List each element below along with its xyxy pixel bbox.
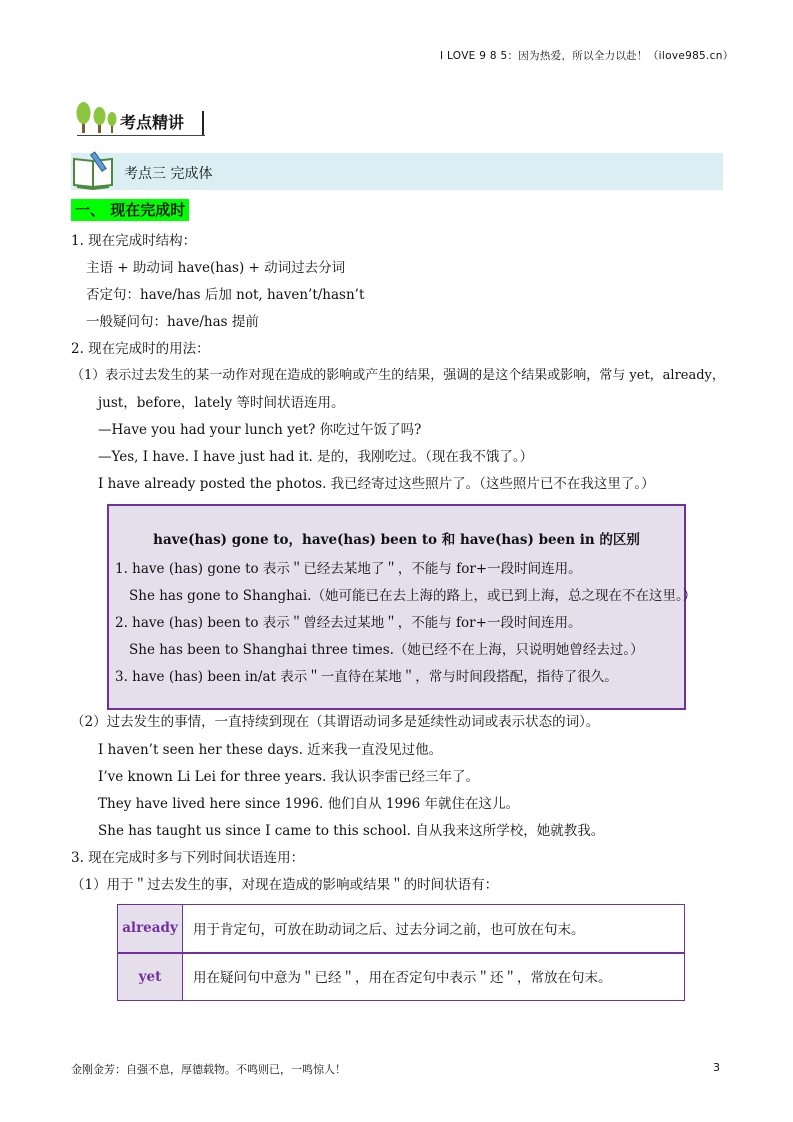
text-cursor [202, 111, 204, 135]
table-value: 用于肯定句，可放在助动词之后、过去分词之前，也可放在句末。 [193, 922, 585, 938]
comparison-title: have(has) gone to，have(has) been to 和 have(has) been in 的区别 [153, 532, 640, 548]
tree-icon [75, 101, 119, 135]
example-line: I have already posted the photos. 我已经寄过这些照片了。（这些照片已不在我这里了。） [98, 476, 655, 492]
comparison-row: 1. have (has) gone to 表示＂已经去某地了＂，不能与 for+一段时间连用。 [115, 561, 582, 577]
example-line: I’ve known Li Lei for three years. 我认识李雷已经三年了。 [98, 769, 480, 785]
example-line: I haven’t seen her these days. 近来我一直没见过他。 [98, 742, 443, 758]
section-title: 考点精讲 [120, 113, 185, 132]
time-adverbial-table [117, 904, 685, 1001]
structure-line: 主语 + 助动词 have(has) + 动词过去分词 [86, 260, 346, 276]
structure-line: 一般疑问句：have/has 提前 [86, 314, 259, 330]
footer-motto: 金刚金芳：自强不息，厚德载物。不鸣则已，一鸣惊人！ [71, 1063, 346, 1076]
header-site-text: I LOVE 9 8 5：因为热爱，所以全力以赴！（ilove985.cn） [440, 50, 734, 62]
part-heading: 一、 现在完成时 [71, 199, 189, 221]
table-key: yet [118, 954, 183, 1000]
topic-label: 考点三 完成体 [124, 166, 213, 182]
usage2-title: （2）过去发生的事情，一直持续到现在（其谓语动词多是延续性动词或表示状态的词）。 [71, 714, 600, 730]
comparison-row: She has gone to Shanghai.（她可能已在去上海的路上，或已到上海，总之现在不在这里。） [129, 588, 697, 604]
table-key: already [118, 905, 183, 952]
table-divider [118, 952, 684, 954]
comparison-row: 3. have (has) been in/at 表示＂一直待在某地＂，常与时间段搭配，指待了很久。 [115, 669, 618, 685]
page-number: 3 [713, 1061, 720, 1074]
time-title: 3. 现在完成时多与下列时间状语连用： [71, 850, 305, 866]
section-heading [75, 101, 225, 139]
comparison-box [107, 504, 697, 710]
usage-title: 2. 现在完成时的用法： [71, 341, 210, 357]
example-line: They have lived here since 1996. 他们自从 1996 年就住在这儿。 [98, 796, 520, 812]
example-line: —Yes, I have. I have just had it. 是的，我刚吃过。（现在我不饿了。） [98, 449, 534, 465]
usage1-line2: just，before，lately 等时间状语连用。 [98, 395, 345, 411]
example-line: She has taught us since I came to this school. 自从我来这所学校，她就教我。 [98, 823, 605, 839]
book-icon [71, 151, 117, 191]
table-value: 用在疑问句中意为＂已经＂，用在否定句中表示＂还＂，常放在句末。 [193, 970, 612, 986]
comparison-row: She has been to Shanghai three times.（她已经不在上海，只说明她曾经去过。） [129, 642, 644, 658]
example-line: —Have you had your lunch yet? 你吃过午饭了吗? [98, 422, 422, 438]
comparison-row: 2. have (has) been to 表示＂曾经去过某地＂，不能与 for+一段时间连用。 [115, 615, 582, 631]
section-underline [77, 135, 205, 136]
structure-line: 否定句：have/has 后加 not, haven’t/hasn’t [86, 287, 365, 303]
time-subtitle: （1）用于＂过去发生的事，对现在造成的影响或结果＂的时间状语有： [71, 877, 499, 893]
topic-bar [71, 153, 723, 190]
structure-title: 1. 现在完成时结构： [71, 233, 197, 249]
usage1-line1: （1）表示过去发生的某一动作对现在造成的影响或产生的结果，强调的是这个结果或影响，常与 yet，already， [71, 368, 725, 383]
